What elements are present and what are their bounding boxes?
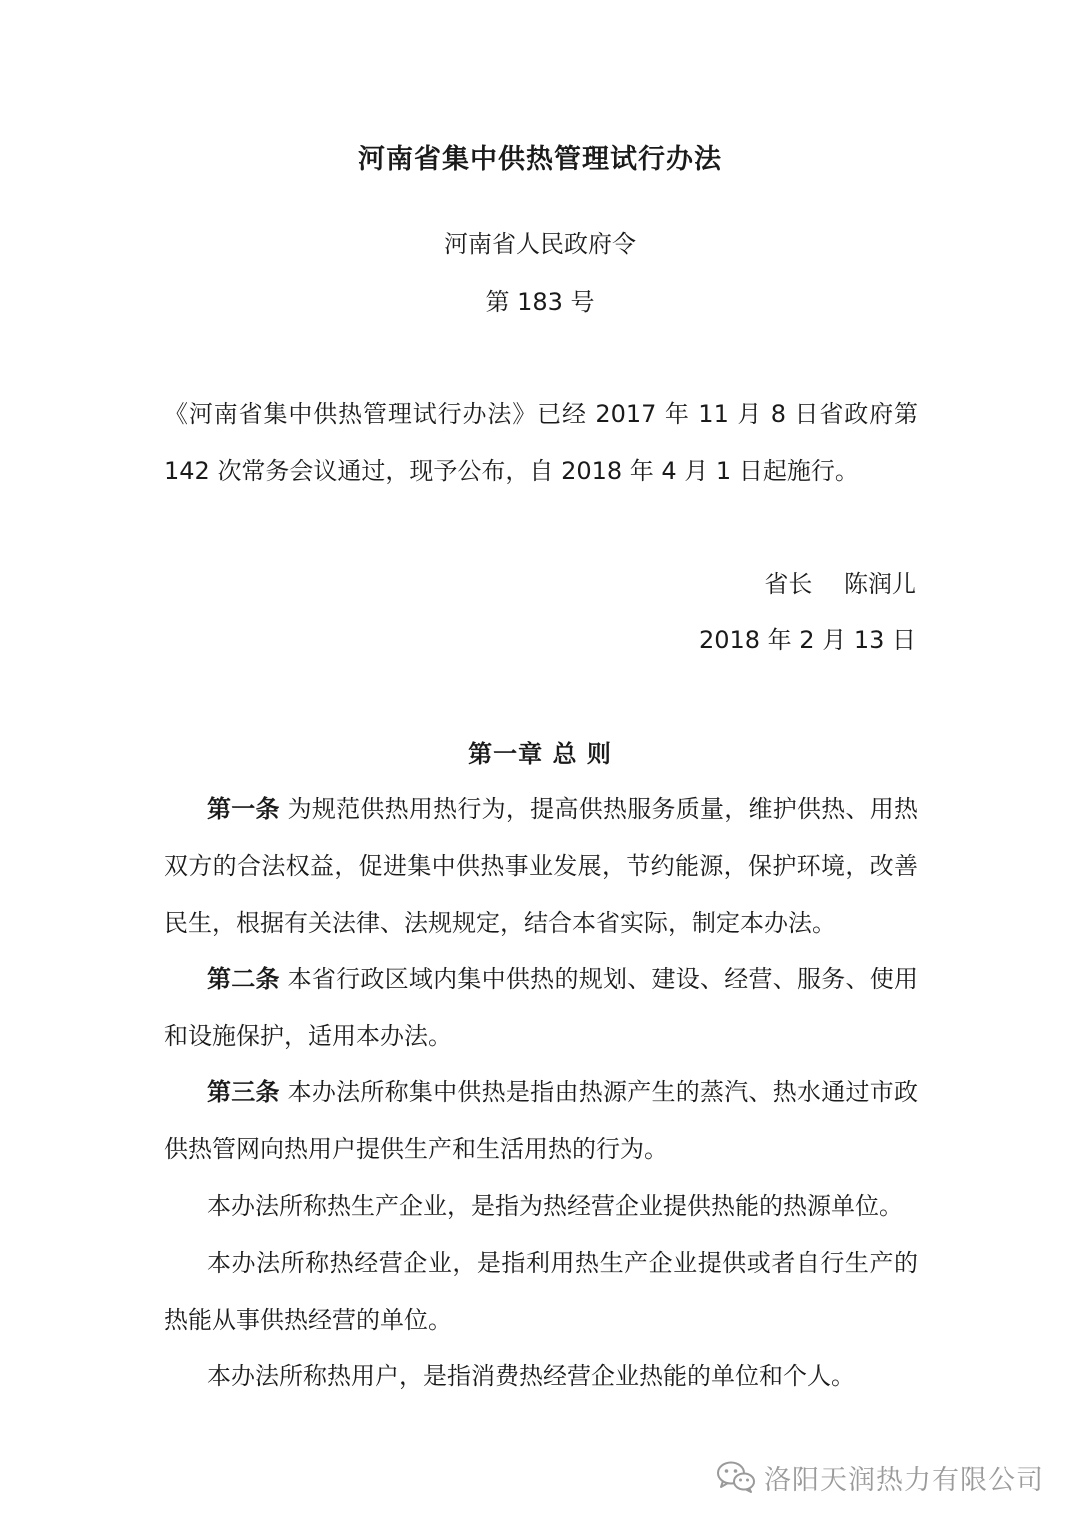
document-title: 河南省集中供热管理试行办法 [358, 144, 722, 175]
definition-heat-producer: 本办法所称热生产企业，是指为热经营企业提供热能的热源单位。 [207, 1192, 903, 1220]
article-2-label: 第二条 [207, 965, 280, 993]
issuer-line: 河南省人民政府令 [444, 230, 636, 258]
signatory: 省长 陈润儿 [764, 570, 916, 598]
article-2 [164, 951, 918, 1065]
wechat-icon [716, 1460, 756, 1494]
article-3-label: 第三条 [207, 1078, 280, 1106]
sign-date: 2018 年 2 月 13 日 [698, 626, 916, 654]
watermark [716, 1452, 1044, 1502]
definition-heat-operator: 本办法所称热经营企业，是指利用热生产企业提供或者自行生产的热能从事供热经营的单位。 [164, 1249, 918, 1334]
chapter-heading: 第一章 总 则 [468, 740, 612, 768]
watermark-text: 洛阳天润热力有限公司 [764, 1464, 1044, 1496]
definition-heat-user: 本办法所称热用户，是指消费热经营企业热能的单位和个人。 [207, 1362, 855, 1390]
article-2-text: 本省行政区域内集中供热的规划、建设、经营、服务、使用和设施保护，适用本办法。 [164, 965, 918, 1050]
decree-paragraph: 《河南省集中供热管理试行办法》已经 2017 年 11 月 8 日省政府第 142 次常务会议通过，现予公布，自 2018 年 4 月 1 日起施行。 [164, 400, 918, 485]
article-3-text: 本办法所称集中供热是指由热源产生的蒸汽、热水通过市政供热管网向热用户提供生产和生活用热的行为。 [164, 1078, 918, 1163]
article-1 [164, 781, 918, 952]
article-1-text: 为规范供热用热行为，提高供热服务质量，维护供热、用热双方的合法权益，促进集中供热事业发展，节约能源，保护环境，改善民生，根据有关法律、法规规定，结合本省实际，制定本办法。 [164, 795, 918, 937]
article-3 [164, 1064, 918, 1178]
order-number: 第 183 号 [485, 288, 595, 316]
article-1-label: 第一条 [207, 795, 280, 823]
